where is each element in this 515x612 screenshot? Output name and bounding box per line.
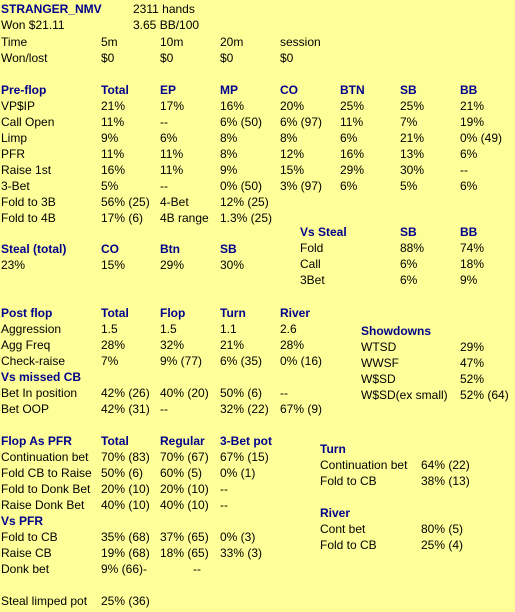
cell: 21% bbox=[101, 99, 126, 113]
wsd-label: W$SD bbox=[361, 372, 396, 386]
vs-steal-fold-sb: 88% bbox=[400, 241, 425, 255]
row-label: Fold to CB bbox=[1, 530, 58, 544]
cell: 28% bbox=[280, 338, 305, 352]
cell: 15% bbox=[280, 163, 305, 177]
cell: 1.1 bbox=[220, 322, 237, 336]
vs-steal-call-label: Call bbox=[300, 257, 321, 271]
cell: 6% bbox=[160, 131, 178, 145]
cell: 9% bbox=[101, 131, 119, 145]
time-20m: 20m bbox=[220, 35, 244, 49]
vs-steal-call-sb: 6% bbox=[400, 257, 418, 271]
cell: 21% bbox=[400, 131, 425, 145]
cell: -- bbox=[220, 482, 228, 496]
cell: 17% (6) bbox=[101, 211, 144, 225]
cell: 11% bbox=[101, 115, 125, 129]
flop-pfr-title: Flop As PFR bbox=[1, 434, 72, 448]
cell: 25% bbox=[400, 99, 425, 113]
cell: 8% bbox=[220, 131, 238, 145]
cell: 70% (83) bbox=[101, 450, 150, 464]
postflop-title: Post flop bbox=[1, 306, 53, 320]
cell: 33% (3) bbox=[220, 546, 263, 560]
cell: 37% (65) bbox=[160, 530, 209, 544]
cell: 0% (1) bbox=[220, 466, 256, 480]
wwsf-label: WWSF bbox=[361, 356, 399, 370]
cell: 1.3% (25) bbox=[220, 211, 273, 225]
cell: 32% (22) bbox=[220, 402, 269, 416]
row-label: Raise Donk Bet bbox=[1, 498, 85, 512]
preflop-col-ep: EP bbox=[160, 83, 177, 97]
cell: 17% bbox=[160, 99, 185, 113]
cell: 12% bbox=[280, 147, 305, 161]
vs-missed-cb-title: Vs missed CB bbox=[1, 370, 82, 384]
postflop-col-turn: Turn bbox=[220, 306, 246, 320]
preflop-title: Pre-flop bbox=[1, 83, 47, 97]
cell: 6% (35) bbox=[220, 354, 263, 368]
cell: 0% (16) bbox=[280, 354, 323, 368]
cell: 6% bbox=[460, 179, 478, 193]
vs-steal-col-bb: BB bbox=[460, 225, 478, 239]
cell: 35% (68) bbox=[101, 530, 150, 544]
cell: 19% bbox=[460, 115, 485, 129]
cell: 25% bbox=[340, 99, 365, 113]
wonlost-label: Won/lost bbox=[1, 51, 48, 65]
steal-co: 15% bbox=[101, 258, 126, 272]
vs-steal-fold-bb: 74% bbox=[460, 241, 485, 255]
cell: 8% bbox=[280, 131, 298, 145]
turn-cbet-value: 64% (22) bbox=[421, 458, 470, 472]
bb-per-100: 3.65 BB/100 bbox=[133, 18, 200, 32]
preflop-col-mp: MP bbox=[220, 83, 238, 97]
row-label: Bet In position bbox=[1, 386, 78, 400]
river-fold-cb-value: 25% (4) bbox=[421, 538, 464, 552]
wtsd-label: WTSD bbox=[361, 340, 397, 354]
row-label: Fold to 3B bbox=[1, 195, 56, 209]
wonlost-20m: $0 bbox=[220, 51, 234, 65]
won-amount: Won $21.11 bbox=[1, 18, 65, 32]
preflop-col-sb: SB bbox=[400, 83, 417, 97]
cell: 9% (66)- bbox=[101, 562, 148, 576]
time-10m: 10m bbox=[160, 35, 184, 49]
cell: 40% (20) bbox=[160, 386, 209, 400]
wsd-ex-small-label: W$SD(ex small) bbox=[361, 388, 448, 402]
cell: 6% bbox=[340, 179, 358, 193]
cell: 12% (25) bbox=[220, 195, 269, 209]
preflop-col-bb: BB bbox=[460, 83, 478, 97]
row-label: Donk bet bbox=[1, 562, 50, 576]
cell: 50% (6) bbox=[101, 466, 144, 480]
row-label: Aggression bbox=[1, 322, 62, 336]
steal-col-co: CO bbox=[101, 242, 119, 256]
river-fold-cb-label: Fold to CB bbox=[320, 538, 377, 552]
showdowns-title: Showdowns bbox=[361, 324, 431, 338]
cell: 0% (3) bbox=[220, 530, 256, 544]
cell: -- bbox=[193, 562, 201, 576]
cell: 18% (65) bbox=[160, 546, 209, 560]
cell: 4-Bet bbox=[160, 195, 189, 209]
cell: 6% bbox=[460, 147, 478, 161]
preflop-col-co: CO bbox=[280, 83, 298, 97]
preflop-col-btn: BTN bbox=[340, 83, 365, 97]
postflop-col-flop: Flop bbox=[160, 306, 186, 320]
cell: 21% bbox=[220, 338, 245, 352]
flop-pfr-col-3bet-pot: 3-Bet pot bbox=[220, 434, 272, 448]
wwsf-value: 47% bbox=[460, 356, 485, 370]
steal-sb: 30% bbox=[220, 258, 245, 272]
cell: 16% bbox=[220, 99, 245, 113]
cell: 13% bbox=[400, 147, 425, 161]
row-label: Fold to Donk Bet bbox=[1, 482, 91, 496]
cell: 1.5 bbox=[160, 322, 177, 336]
cell: 4B range bbox=[160, 211, 209, 225]
row-label: Call Open bbox=[1, 115, 55, 129]
cell: 6% (97) bbox=[280, 115, 323, 129]
steal-limped-value: 25% (36) bbox=[101, 594, 150, 608]
flop-pfr-col-regular: Regular bbox=[160, 434, 205, 448]
cell: -- bbox=[460, 163, 468, 177]
turn-fold-cb-value: 38% (13) bbox=[421, 474, 470, 488]
cell: 0% (50) bbox=[220, 179, 263, 193]
row-label: Fold CB to Raise bbox=[1, 466, 92, 480]
wsd-ex-small-value: 52% (64) bbox=[460, 388, 509, 402]
cell: 16% bbox=[340, 147, 365, 161]
wonlost-10m: $0 bbox=[160, 51, 174, 65]
cell: 29% bbox=[340, 163, 365, 177]
river-cbet-value: 80% (5) bbox=[421, 522, 464, 536]
cell: 7% bbox=[400, 115, 418, 129]
cell: 67% (15) bbox=[220, 450, 269, 464]
wonlost-5m: $0 bbox=[101, 51, 115, 65]
cell: 60% (5) bbox=[160, 466, 203, 480]
turn-cbet-label: Continuation bet bbox=[320, 458, 408, 472]
cell: 42% (31) bbox=[101, 402, 150, 416]
hands-count: 2311 hands bbox=[133, 2, 195, 16]
cell: 7% bbox=[101, 354, 119, 368]
cell: 21% bbox=[460, 99, 485, 113]
cell: 5% bbox=[400, 179, 418, 193]
wtsd-value: 29% bbox=[460, 340, 485, 354]
cell: 40% (10) bbox=[160, 498, 209, 512]
time-label: Time bbox=[1, 35, 28, 49]
cell: 6% (50) bbox=[220, 115, 263, 129]
cell: 9% (77) bbox=[160, 354, 203, 368]
steal-col-sb: SB bbox=[220, 242, 237, 256]
row-label: PFR bbox=[1, 147, 25, 161]
vs-steal-3bet-sb: 6% bbox=[400, 273, 418, 287]
cell: 28% bbox=[101, 338, 126, 352]
cell: 70% (67) bbox=[160, 450, 209, 464]
cell: 42% (26) bbox=[101, 386, 150, 400]
cell: -- bbox=[160, 115, 168, 129]
cell: 1.5 bbox=[101, 322, 118, 336]
turn-fold-cb-label: Fold to CB bbox=[320, 474, 377, 488]
cell: 11% bbox=[160, 163, 184, 177]
cell: 16% bbox=[101, 163, 126, 177]
vs-steal-col-sb: SB bbox=[400, 225, 417, 239]
cell: -- bbox=[160, 179, 168, 193]
row-label: Bet OOP bbox=[1, 402, 50, 416]
steal-title: Steal (total) bbox=[1, 242, 67, 256]
row-label: Raise CB bbox=[1, 546, 52, 560]
cell: 9% bbox=[220, 163, 238, 177]
vs-steal-3bet-bb: 9% bbox=[460, 273, 478, 287]
row-label: Limp bbox=[1, 131, 28, 145]
cell: 32% bbox=[160, 338, 185, 352]
vs-pfr-title: Vs PFR bbox=[1, 514, 44, 528]
cell: 11% bbox=[101, 147, 125, 161]
cell: 5% bbox=[101, 179, 119, 193]
cell: 11% bbox=[340, 115, 364, 129]
preflop-col-total: Total bbox=[101, 83, 129, 97]
turn-title: Turn bbox=[320, 442, 346, 456]
cell: 56% (25) bbox=[101, 195, 150, 209]
steal-limped-label: Steal limped pot bbox=[1, 594, 88, 608]
cell: 6% bbox=[340, 131, 358, 145]
flop-pfr-col-total: Total bbox=[101, 434, 129, 448]
time-session: session bbox=[280, 35, 321, 49]
wsd-value: 52% bbox=[460, 372, 485, 386]
cell: -- bbox=[160, 402, 168, 416]
postflop-col-river: River bbox=[280, 306, 311, 320]
player-name: STRANGER_NMV bbox=[1, 2, 102, 16]
cell: 40% (10) bbox=[101, 498, 150, 512]
cell: 11% bbox=[160, 147, 184, 161]
row-label: Agg Freq bbox=[1, 338, 51, 352]
cell: 2.6 bbox=[280, 322, 297, 336]
row-label: Raise 1st bbox=[1, 163, 52, 177]
vs-steal-fold-label: Fold bbox=[300, 241, 324, 255]
vs-steal-3bet-label: 3Bet bbox=[300, 273, 325, 287]
wonlost-session: $0 bbox=[280, 51, 294, 65]
cell: 0% (49) bbox=[460, 131, 503, 145]
cell: 50% (6) bbox=[220, 386, 263, 400]
cell: 30% bbox=[400, 163, 425, 177]
vs-steal-title: Vs Steal bbox=[300, 225, 347, 239]
cell: 8% bbox=[220, 147, 238, 161]
cell: 20% (10) bbox=[160, 482, 209, 496]
row-label: Fold to 4B bbox=[1, 211, 56, 225]
cell: 20% bbox=[280, 99, 305, 113]
cell: -- bbox=[220, 498, 228, 512]
cell: 67% (9) bbox=[280, 402, 323, 416]
vs-steal-call-bb: 18% bbox=[460, 257, 485, 271]
steal-col-btn: Btn bbox=[160, 242, 180, 256]
row-label: Check-raise bbox=[1, 354, 66, 368]
steal-total: 23% bbox=[1, 258, 26, 272]
cell: 20% (10) bbox=[101, 482, 150, 496]
cell: -- bbox=[280, 386, 288, 400]
row-label: Continuation bet bbox=[1, 450, 89, 464]
river-title: River bbox=[320, 506, 351, 520]
steal-btn: 29% bbox=[160, 258, 185, 272]
time-5m: 5m bbox=[101, 35, 118, 49]
postflop-col-total: Total bbox=[101, 306, 129, 320]
river-cbet-label: Cont bet bbox=[320, 522, 366, 536]
cell: 3% (97) bbox=[280, 179, 323, 193]
row-label: VP$IP bbox=[1, 99, 36, 113]
cell: 19% (68) bbox=[101, 546, 150, 560]
row-label: 3-Bet bbox=[1, 179, 30, 193]
